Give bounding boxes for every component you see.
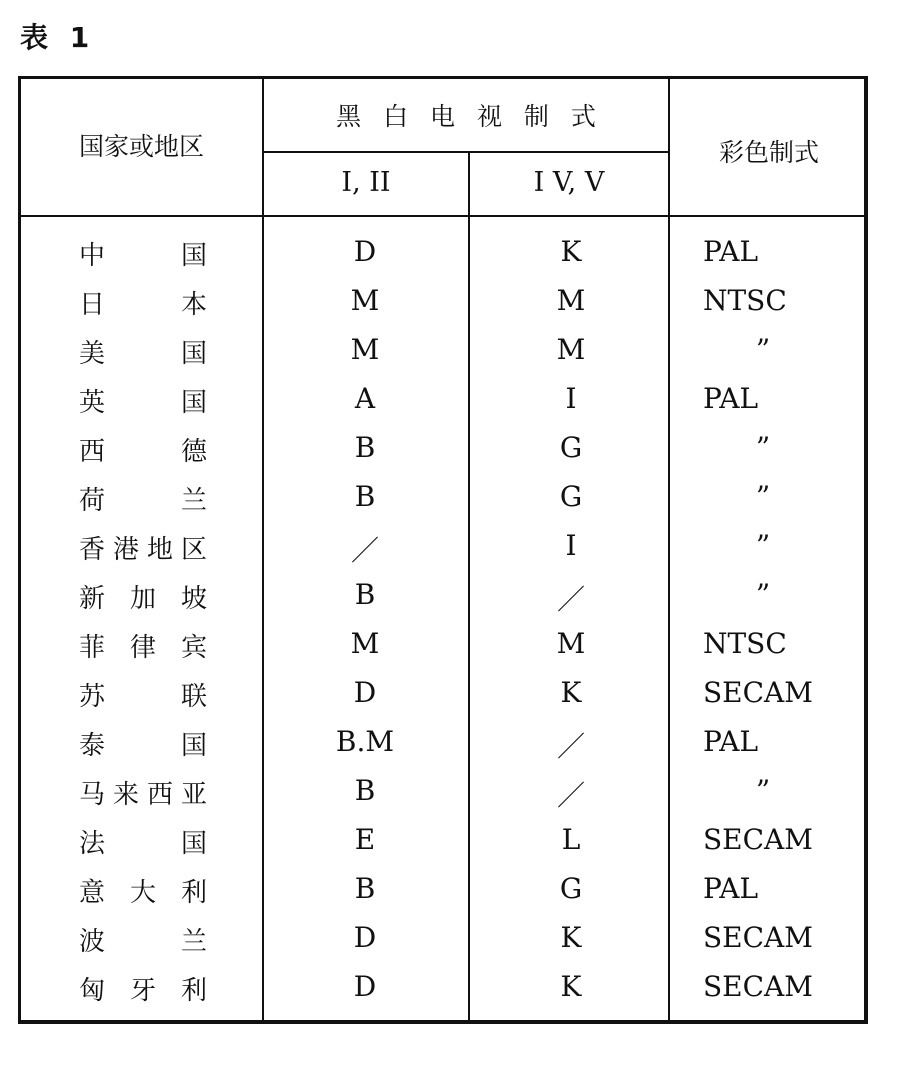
bw-standard-2-cell: G (559, 480, 583, 513)
table-row (21, 327, 864, 376)
color-standard-cell: SECAM (703, 676, 813, 709)
bw-standard-2-cell: K (560, 235, 582, 268)
color-standard-cell: ” (755, 529, 771, 562)
table-row (21, 229, 864, 278)
table-row (21, 915, 864, 964)
header-bw-sub-1: I, II (341, 167, 391, 198)
country-cell: 西德 (79, 437, 207, 467)
country-cell: 新加坡 (79, 584, 207, 614)
bw-standard-2-cell: G (559, 431, 583, 464)
table-row (21, 278, 864, 327)
bw-standard-2-cell: ／ (556, 583, 585, 616)
header-bw-sub-2: I V, V (533, 167, 605, 198)
bw-standard-1-cell: B (354, 431, 376, 464)
country-cell: 意大利 (79, 878, 207, 908)
bw-standard-1-cell: E (354, 823, 376, 856)
country-cell: 匈牙利 (79, 976, 207, 1006)
table-row (21, 719, 864, 768)
bw-standard-1-cell: B (354, 872, 376, 905)
table-row (21, 523, 864, 572)
color-standard-cell: NTSC (703, 627, 787, 660)
bw-standard-1-cell: M (350, 333, 380, 366)
color-standard-cell: PAL (703, 872, 759, 905)
bw-standard-2-cell: ／ (556, 730, 585, 763)
bw-standard-1-cell: D (353, 235, 377, 268)
bw-standard-2-cell: K (560, 970, 582, 1003)
color-standard-cell: ” (755, 774, 771, 807)
country-cell: 马来西亚 (79, 780, 207, 810)
table-row (21, 964, 864, 1013)
bw-standard-2-cell: I (565, 529, 577, 562)
bw-standard-2-cell: K (560, 921, 582, 954)
country-cell: 香港地区 (79, 535, 207, 565)
color-standard-cell: ” (755, 578, 771, 611)
table-row (21, 768, 864, 817)
color-standard-cell: SECAM (703, 970, 813, 1003)
bw-standard-1-cell: D (353, 921, 377, 954)
color-standard-cell: ” (755, 431, 771, 464)
color-standard-cell: PAL (703, 382, 759, 415)
header-divider (21, 215, 864, 217)
table-row (21, 376, 864, 425)
table-row (21, 866, 864, 915)
header-bw-standard: 黑 白 电 视 制 式 (336, 102, 596, 131)
table-row (21, 817, 864, 866)
bw-standard-1-cell: B (354, 774, 376, 807)
bw-standard-2-cell: I (565, 382, 577, 415)
country-cell: 苏联 (79, 682, 207, 712)
bw-standard-1-cell: B (354, 480, 376, 513)
table-row (21, 621, 864, 670)
table-row (21, 425, 864, 474)
bw-standard-1-cell: ／ (350, 534, 379, 567)
bw-standard-2-cell: ／ (556, 779, 585, 812)
subheader-divider (262, 151, 670, 153)
color-standard-cell: ” (755, 480, 771, 513)
bw-standard-2-cell: G (559, 872, 583, 905)
bw-standard-1-cell: B.M (335, 725, 395, 758)
country-cell: 日本 (79, 290, 207, 320)
color-standard-cell: ” (755, 333, 771, 366)
country-cell: 荷兰 (79, 486, 207, 516)
header-country: 国家或地区 (78, 132, 204, 161)
bw-standard-1-cell: M (350, 284, 380, 317)
bw-standard-1-cell: A (354, 382, 376, 415)
table-title: 表 1 (20, 21, 96, 54)
bw-standard-2-cell: M (556, 627, 586, 660)
color-standard-cell: SECAM (703, 921, 813, 954)
country-cell: 菲律宾 (79, 633, 207, 663)
country-cell: 美国 (79, 339, 207, 369)
country-cell: 泰国 (79, 731, 207, 761)
country-cell: 法国 (79, 829, 207, 859)
color-standard-cell: PAL (703, 235, 759, 268)
bw-standard-1-cell: D (353, 970, 377, 1003)
bw-standard-1-cell: M (350, 627, 380, 660)
color-standard-cell: PAL (703, 725, 759, 758)
country-cell: 英国 (79, 388, 207, 418)
table-row (21, 572, 864, 621)
bw-standard-1-cell: D (353, 676, 377, 709)
header-color-standard: 彩色制式 (718, 138, 819, 167)
bw-standard-2-cell: K (560, 676, 582, 709)
bw-standard-2-cell: L (561, 823, 581, 856)
bw-standard-2-cell: M (556, 284, 586, 317)
table-row (21, 474, 864, 523)
country-cell: 波兰 (79, 927, 207, 957)
bw-standard-2-cell: M (556, 333, 586, 366)
color-standard-cell: NTSC (703, 284, 787, 317)
table-row (21, 670, 864, 719)
tv-standards-table (18, 76, 868, 1024)
country-cell: 中国 (79, 241, 207, 271)
color-standard-cell: SECAM (703, 823, 813, 856)
bw-standard-1-cell: B (354, 578, 376, 611)
